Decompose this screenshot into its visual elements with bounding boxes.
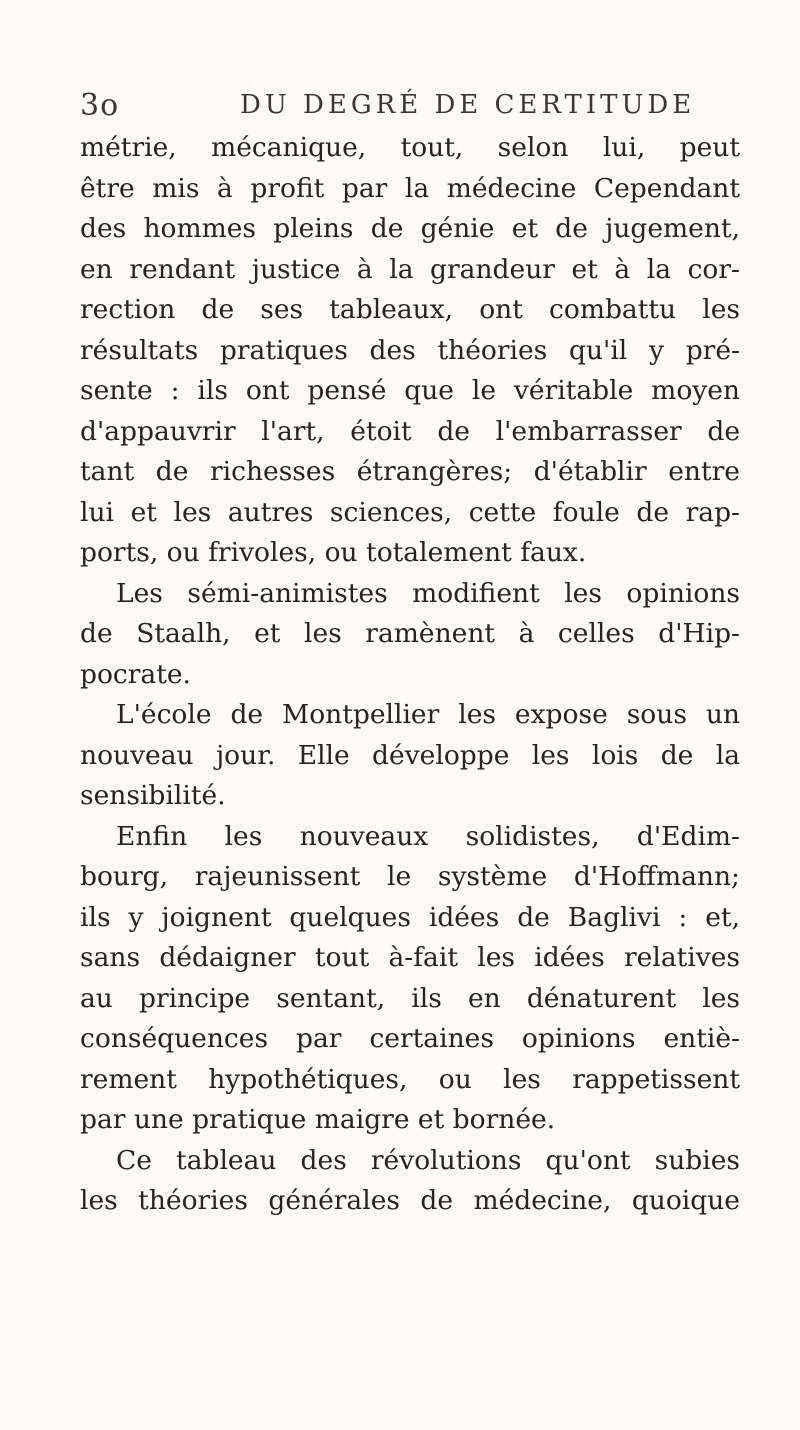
running-title: DU DEGRÉ DE CERTITUDE	[240, 90, 696, 120]
text-line: des hommes pleins de génie et de jugement,	[80, 213, 740, 244]
page-number: 3o	[80, 88, 120, 123]
text-line: bourg, rajeunissent le système d'Hoffmann;	[80, 861, 740, 892]
paragraph-start-line: Les sémi-animistes modifient les opinions	[116, 577, 740, 609]
text-line: sensibilité.	[80, 780, 226, 811]
text-line: au principe sentant, ils en dénaturent les	[80, 982, 740, 1014]
text-line: rement hypothétiques, ou les rappetissent	[80, 1063, 740, 1095]
text-line: être mis à profit par la médecine Cependant	[80, 172, 740, 204]
paragraph-start-line: L'école de Montpellier les expose sous un	[116, 699, 740, 730]
paragraph-start-line: Ce tableau des révolutions qu'ont subies	[116, 1144, 740, 1176]
running-head	[80, 88, 740, 128]
text-line: tant de richesses étrangères; d'établir entre	[80, 456, 740, 487]
text-line: lui et les autres sciences, cette foule de rap-	[80, 496, 740, 528]
body-text	[80, 128, 740, 1222]
text-line: métrie, mécanique, tout, selon lui, peut	[80, 132, 740, 163]
text-line: nouveau jour. Elle développe les lois de la	[80, 739, 740, 771]
text-line: résultats pratiques des théories qu'il y pré-	[80, 334, 740, 366]
text-line: ports, ou frivoles, ou totalement faux.	[80, 537, 587, 568]
text-line: rection de ses tableaux, ont combattu les	[80, 294, 740, 325]
text-line: les théories générales de médecine, quoique	[80, 1185, 740, 1216]
text-line: par une pratique maigre et bornée.	[80, 1104, 556, 1135]
text-line: en rendant justice à la grandeur et à la cor-	[80, 253, 740, 285]
text-line: d'appauvrir l'art, étoit de l'embarrasser de	[80, 415, 740, 447]
text-line: sente : ils ont pensé que le véritable moyen	[80, 375, 740, 406]
text-line: de Staalh, et les ramènent à celles d'Hip-	[80, 618, 740, 649]
text-line: sans dédaigner tout à-fait les idées relatives	[80, 942, 740, 973]
text-line: ils y joignent quelques idées de Baglivi : et,	[80, 901, 740, 933]
text-line: pocrate.	[80, 658, 191, 690]
text-line: conséquences par certaines opinions entiè-	[80, 1023, 740, 1054]
paragraph-start-line: Enfin les nouveaux solidistes, d'Edim-	[116, 820, 740, 852]
